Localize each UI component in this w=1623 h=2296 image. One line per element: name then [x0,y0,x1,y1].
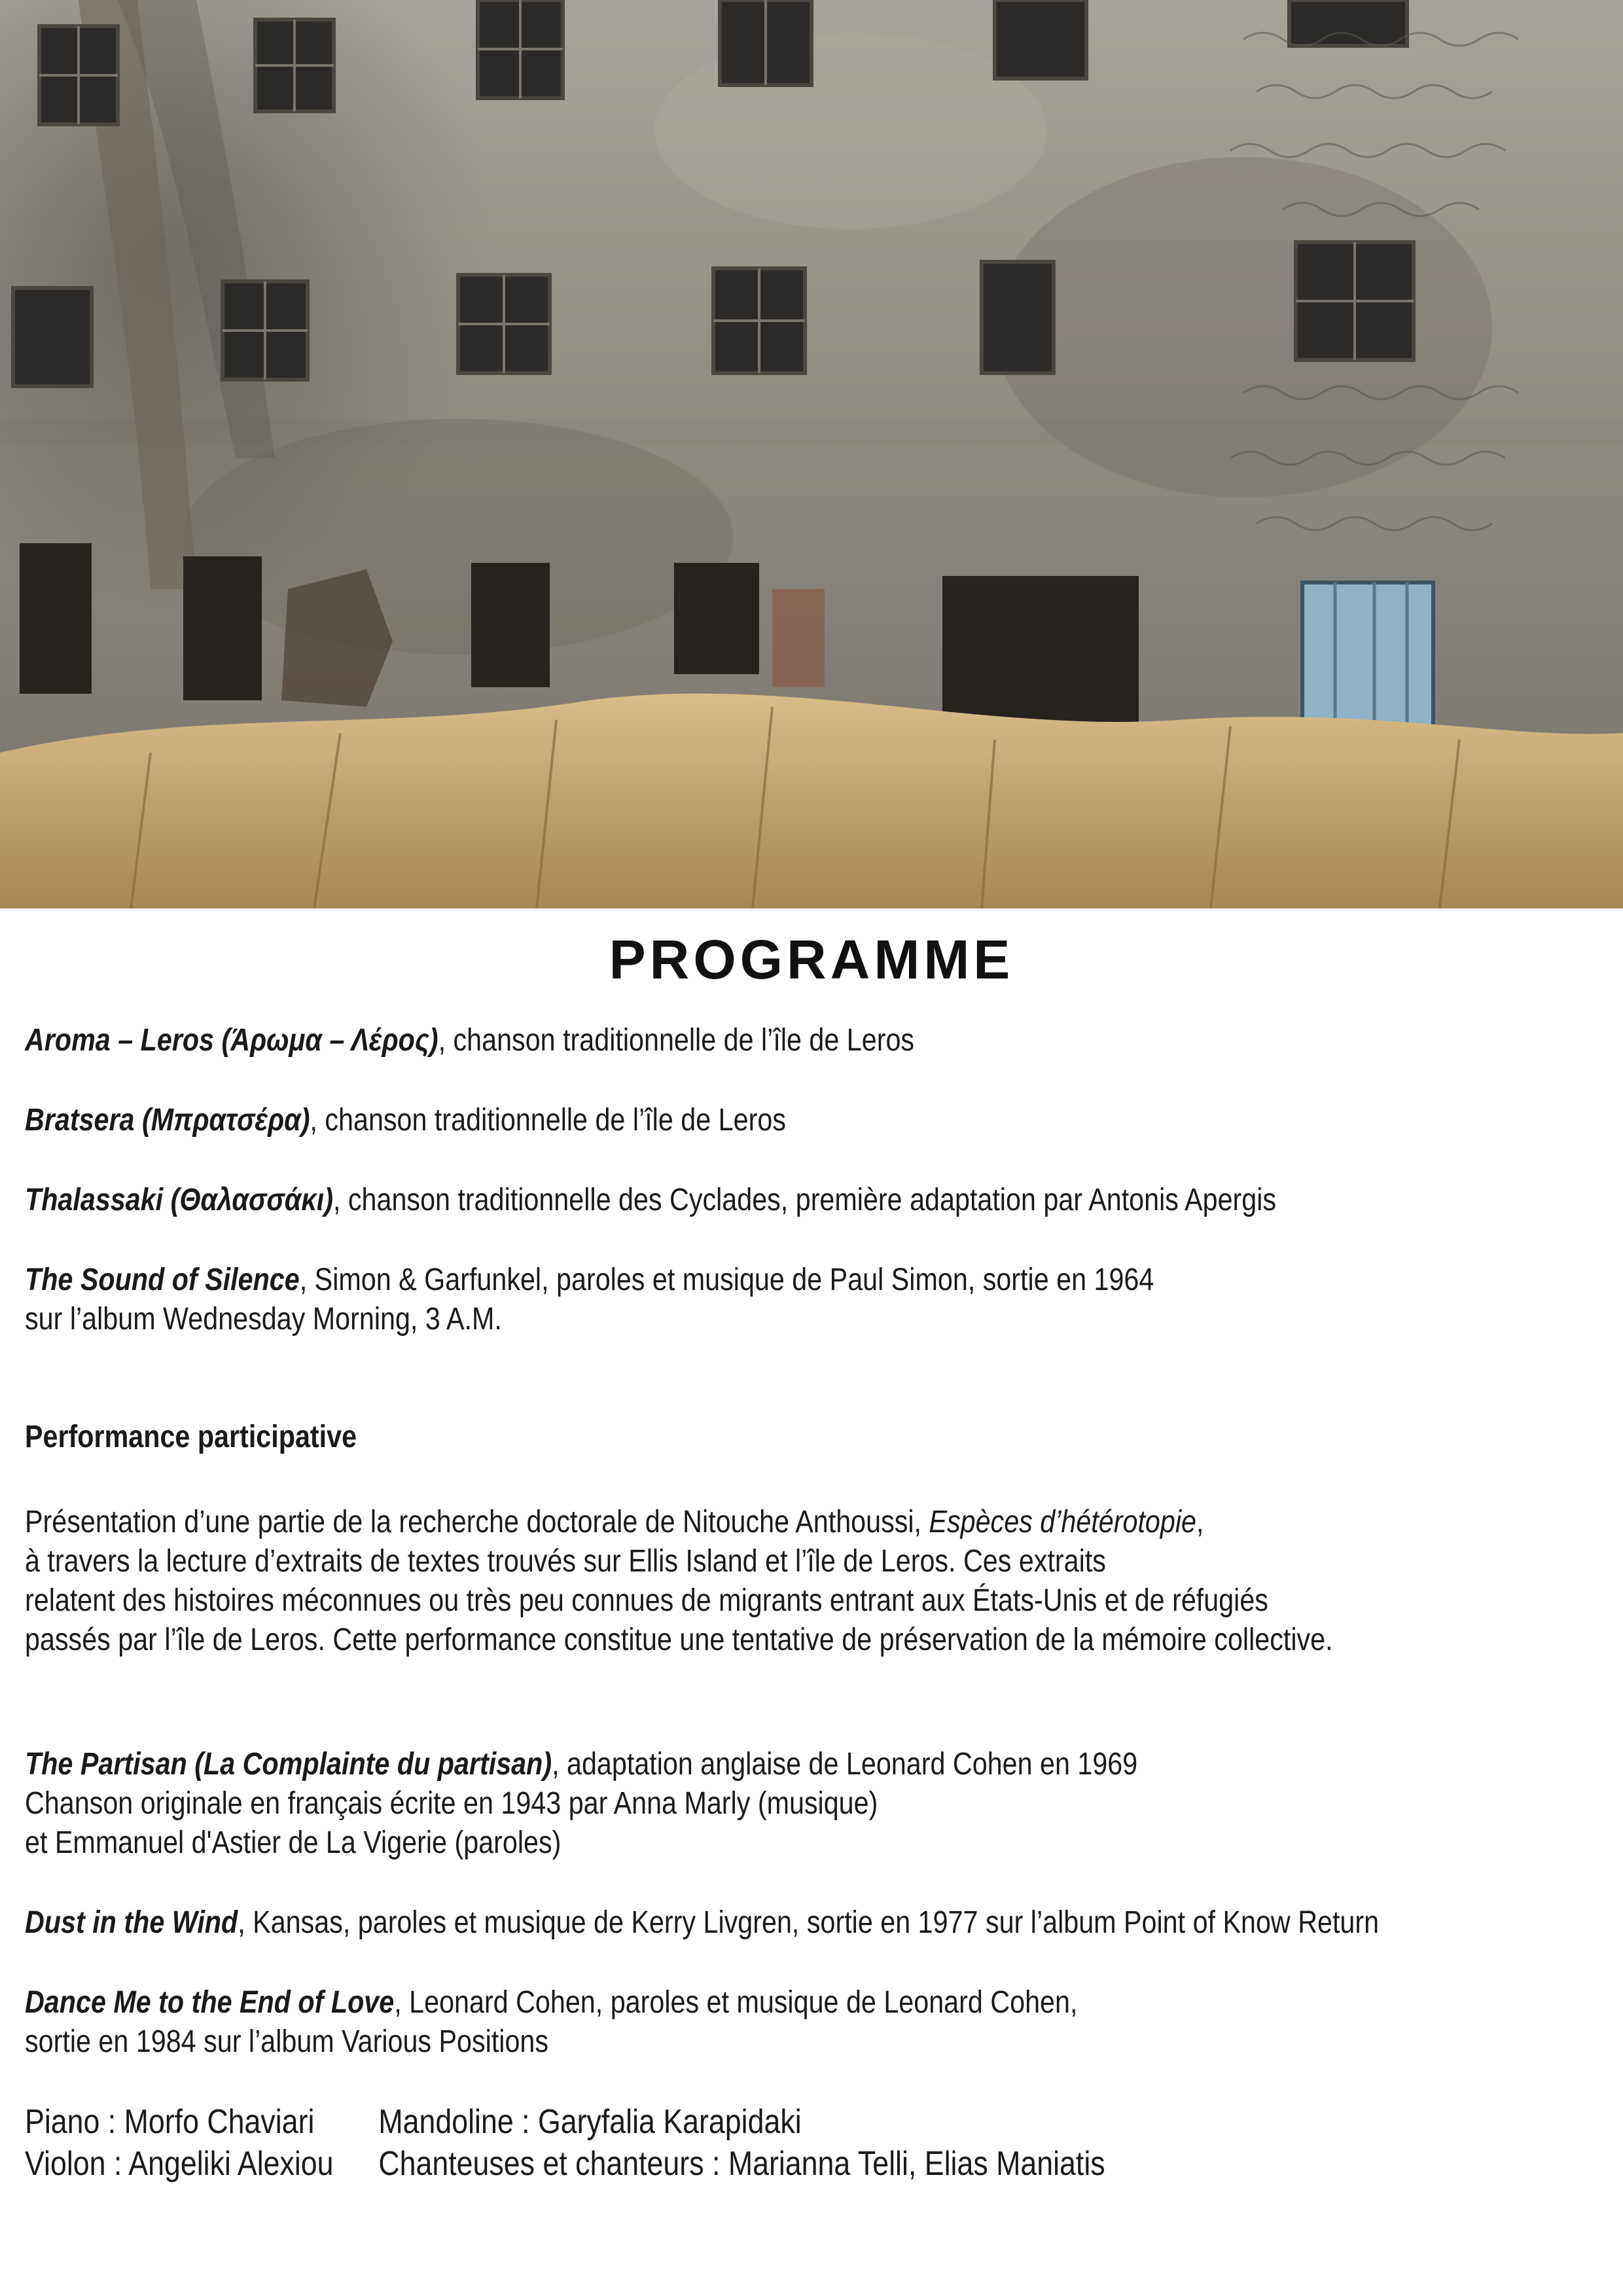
song-title: The Sound of Silence [25,1263,300,1297]
song-detail: Chanson originale en français écrite en 1943 par Anna Marly (musique) [25,1786,878,1821]
song-title: The Partisan (La Complainte du partisan) [25,1747,552,1782]
programme-content [25,1021,1387,2062]
song-title: Aroma – Leros (Άρωμα – Λέρος) [25,1023,438,1058]
performance-text: passés par l’île de Leros. Cette performance constitue une tentative de préservation de la mémoire collective. [25,1623,1333,1657]
credits-column-right [378,2101,1105,2185]
musician-credits [25,2101,1105,2185]
performance-section [25,1418,1387,1457]
song-description: , Leonard Cohen, paroles et musique de Leonard Cohen, [394,1985,1078,2020]
programme-item [25,1903,1387,1943]
performance-text: Présentation d’une partie de la recherche doctorale de Nitouche Anthoussi, [25,1505,929,1539]
song-title: Dance Me to the End of Love [25,1985,395,2020]
credit-line: Piano : Morfo Chaviari [25,2103,315,2141]
song-description: , Simon & Garfunkel, paroles et musique de Paul Simon, sortie en 1964 [299,1263,1154,1297]
song-description: , Kansas, paroles et musique de Kerry Livgren, sortie en 1977 sur l’album Point of Know Return [238,1905,1380,1940]
credit-line: Chanteuses et chanteurs : Marianna Telli, Elias Maniatis [378,2145,1105,2183]
song-description: , chanson traditionnelle des Cyclades, première adaptation par Antonis Apergis [332,1183,1277,1217]
song-detail: sur l’album Wednesday Morning, 3 A.M. [25,1302,502,1336]
performance-text: relatent des histoires méconnues ou très peu connues de migrants entrant aux États-Unis et de réfugiés [25,1583,1268,1618]
song-description: , chanson traditionnelle de l’île de Leros [310,1103,786,1138]
header-photo-abandoned-building [0,0,1623,908]
credits-column-left [25,2101,334,2185]
programme-item [25,1101,1387,1140]
programme-item [25,1021,1387,1060]
credit-line: Violon : Angeliki Alexiou [25,2145,334,2183]
song-description: , chanson traditionnelle de l’île de Leros [438,1023,915,1058]
page-title: PROGRAMME [609,929,1014,990]
song-detail: sortie en 1984 sur l’album Various Positions [25,2024,549,2059]
song-detail: et Emmanuel d'Astier de La Vigerie (paroles) [25,1825,562,1860]
programme-item [25,1983,1387,2062]
song-title: Dust in the Wind [25,1905,238,1940]
thesis-title: Espèces d’hétérotopie [929,1505,1196,1539]
programme-item [25,1261,1387,1339]
credit-line: Mandoline : Garyfalia Karapidaki [378,2103,802,2141]
performance-text: à travers la lecture d’extraits de textes trouvés sur Ellis Island et l’île de Leros. Ces extraits [25,1544,1106,1579]
song-title: Thalassaki (Θαλασσάκι) [25,1183,333,1217]
programme-item [25,1745,1387,1863]
building-illustration [0,0,1623,908]
performance-heading: Performance participative [25,1420,357,1454]
performance-description [25,1503,1387,1660]
song-description: , adaptation anglaise de Leonard Cohen en 1969 [552,1747,1138,1782]
programme-item [25,1181,1387,1220]
song-title: Bratsera (Μπρατσέρα) [25,1103,310,1138]
performance-text: , [1196,1505,1204,1539]
